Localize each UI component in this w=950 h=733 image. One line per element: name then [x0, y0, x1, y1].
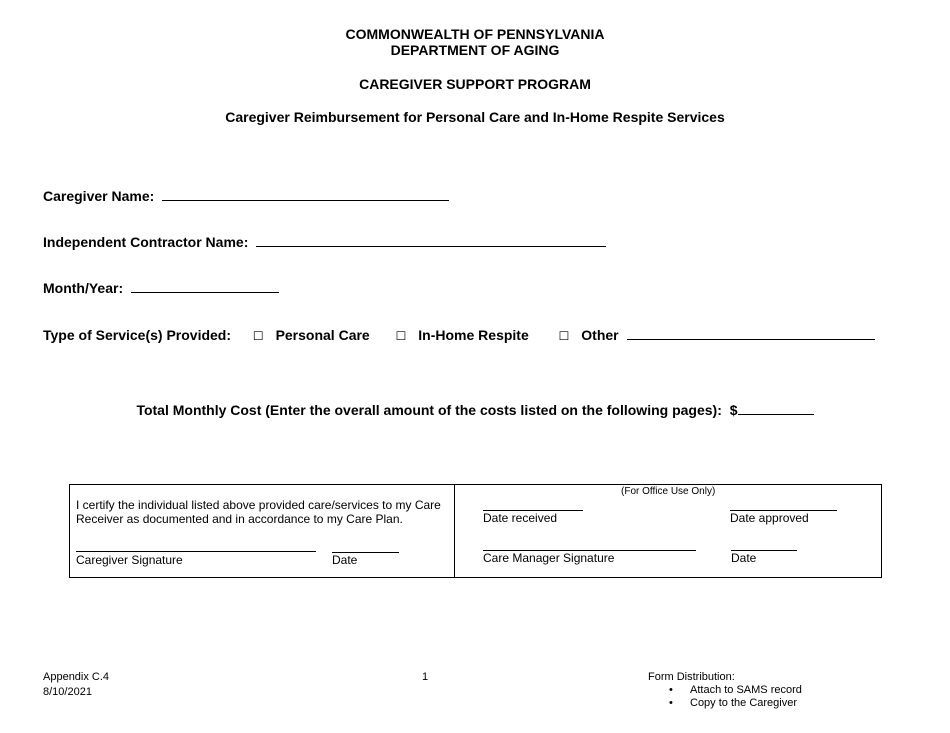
program-title: CAREGIVER SUPPORT PROGRAM [359, 76, 591, 92]
date-received-label: Date received [483, 511, 558, 525]
caregiver-signature-label: Caregiver Signature [76, 553, 183, 567]
personal-care-label: Personal Care [275, 327, 370, 343]
page-number: 1 [422, 671, 429, 683]
caregiver-name-label: Caregiver Name: [43, 188, 155, 204]
office-date-label: Date [731, 551, 757, 565]
distribution-item-text: Attach to SAMS record [690, 684, 802, 696]
distribution-item [669, 684, 802, 696]
certification-box [69, 484, 882, 578]
agency-name: COMMONWEALTH OF PENNSYLVANIA [345, 26, 605, 42]
contractor-name-label: Independent Contractor Name: [43, 234, 249, 250]
month-year-row [43, 278, 279, 296]
total-cost-label: Total Monthly Cost (Enter the overall amount of the costs listed on the following pages): [136, 402, 722, 418]
certification-statement: I certify the individual listed above provided care/services to my Care Receiver as documented and in accordance to my Care Plan. [76, 498, 441, 526]
revision-date: 8/10/2021 [43, 686, 92, 698]
caregiver-date-label: Date [332, 553, 358, 567]
caregiver-name-row [43, 186, 449, 204]
respite-label: In-Home Respite [418, 327, 529, 343]
bullet-icon: • [669, 697, 673, 709]
month-year-label: Month/Year: [43, 280, 124, 296]
distribution-item-text: Copy to the Caregiver [690, 697, 797, 709]
total-cost-row [0, 400, 950, 418]
other-checkbox[interactable]: ☐ [558, 329, 570, 343]
bullet-icon: • [669, 684, 673, 696]
contractor-name-row [43, 232, 606, 250]
respite-checkbox[interactable]: ☐ [395, 329, 407, 343]
care-manager-signature-label: Care Manager Signature [483, 551, 615, 565]
caregiver-name-field[interactable] [162, 186, 449, 201]
month-year-field[interactable] [131, 278, 279, 293]
personal-care-checkbox[interactable]: ☐ [252, 329, 264, 343]
total-cost-field[interactable] [738, 400, 814, 415]
department-name: DEPARTMENT OF AGING [390, 42, 560, 58]
agency-header [0, 26, 950, 58]
office-use-heading: (For Office Use Only) [621, 486, 716, 497]
caregiver-signature-line[interactable] [76, 551, 316, 552]
appendix-label: Appendix C.4 [43, 671, 110, 683]
service-type-row [43, 325, 875, 343]
distribution-item [669, 697, 797, 709]
box-divider [454, 485, 455, 577]
date-approved-label: Date approved [730, 511, 809, 525]
currency-symbol: $ [729, 402, 738, 418]
contractor-name-field[interactable] [256, 232, 606, 247]
other-label: Other [581, 327, 619, 343]
form-subtitle: Caregiver Reimbursement for Personal Care and In-Home Respite Services [225, 109, 725, 125]
distribution-label: Form Distribution: [648, 671, 735, 683]
other-field[interactable] [627, 325, 875, 340]
service-type-label: Type of Service(s) Provided: [43, 327, 232, 343]
